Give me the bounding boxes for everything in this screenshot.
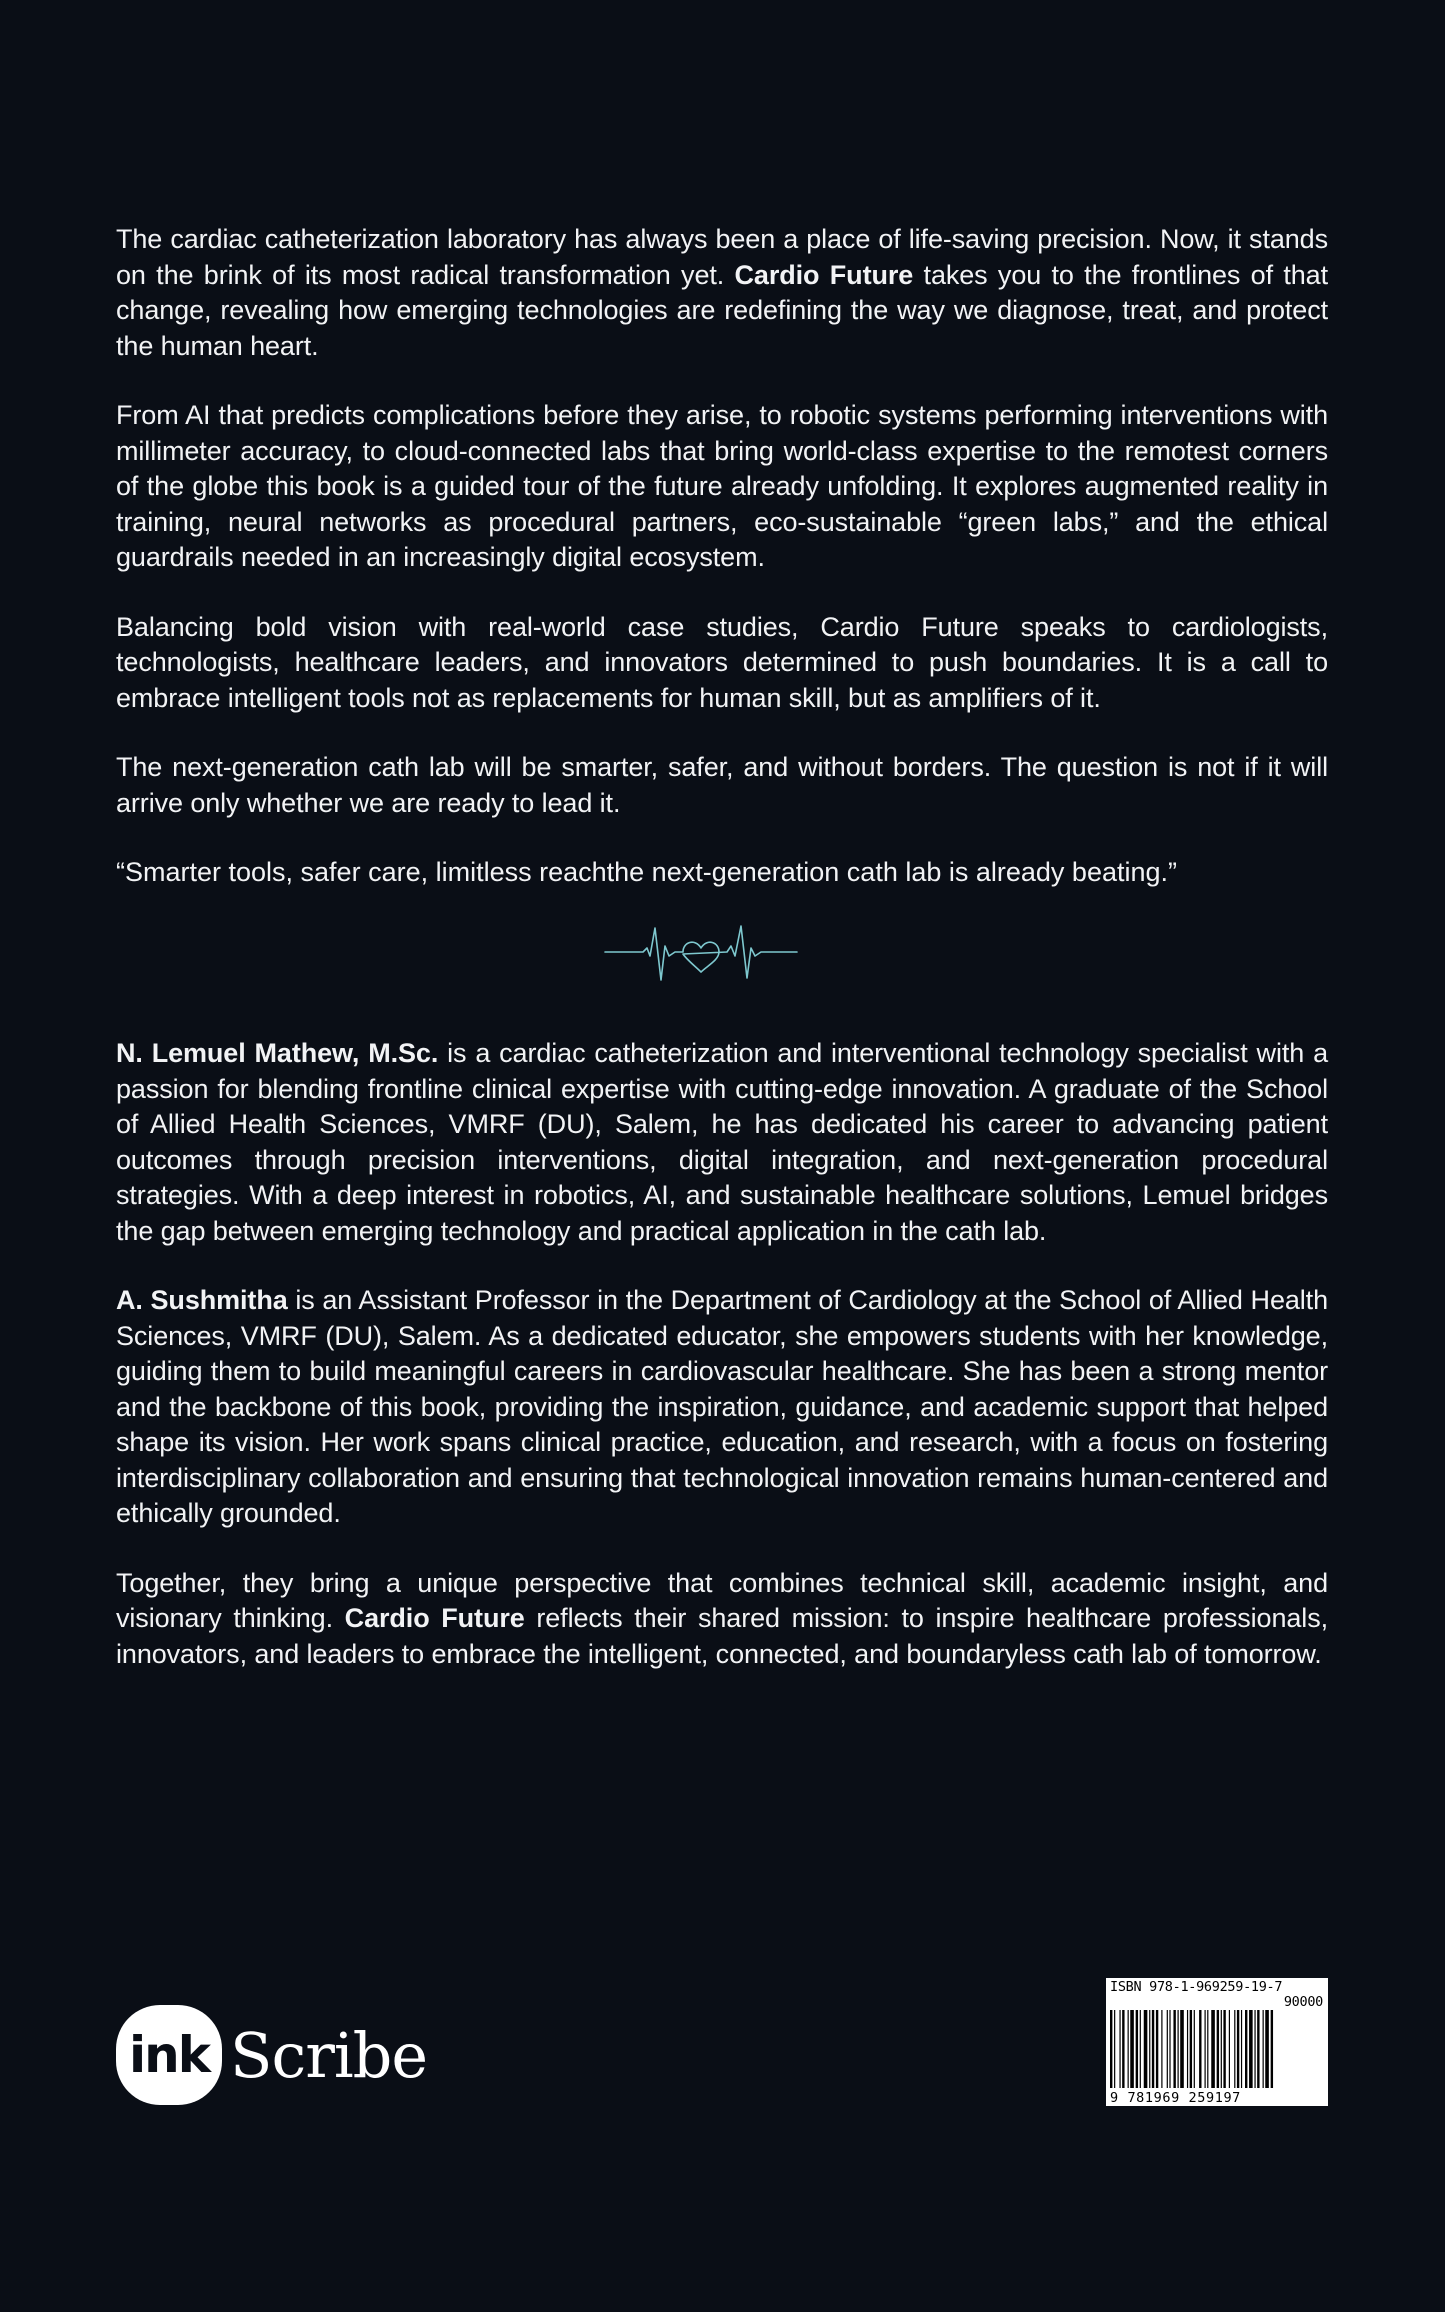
price-code: 90000 (1283, 1994, 1323, 2010)
p1-text-end: takes you to the frontlines of that change, revealing how emerging technologies are redefining the way we diagnose, treat, and protect the human heart. (116, 259, 1328, 361)
barcode-bar (1114, 2010, 1115, 2088)
barcode-bar (1265, 2010, 1269, 2088)
barcode-bar (1211, 2010, 1215, 2088)
barcode-bar (1187, 2010, 1188, 2088)
author-bio-1 (116, 1036, 1328, 1249)
barcode-bar (1180, 2010, 1184, 2088)
barcode-bar (1119, 2010, 1120, 2088)
barcode-bar (1190, 2010, 1192, 2088)
isbn-barcode (1106, 1978, 1328, 2106)
barcode-bar (1110, 2010, 1112, 2088)
barcode-bar (1245, 2010, 1247, 2088)
barcode-bar (1199, 2010, 1201, 2088)
barcode-bar (1173, 2010, 1175, 2088)
description-paragraph-3: Balancing bold vision with real-world case studies, Cardio Future speaks to cardiologists, technologists, healthcare leaders, and innovators determined to push boundaries. It is a call to embrace intelligent tools not as replacements for human skill, but as amplifiers of it. (116, 611, 1328, 713)
publisher-name: Scribe (230, 2018, 428, 2092)
barcode-bar (1263, 2010, 1264, 2088)
barcode-bar (1178, 2010, 1179, 2088)
barcode-bar (1156, 2010, 1158, 2088)
tagline-quote: “Smarter tools, safer care, limitless reachthe next-generation cath lab is already beating.” (116, 857, 1178, 887)
barcode-bar (1241, 2010, 1242, 2088)
barcode-bar (1140, 2010, 1141, 2088)
barcode-bar (1223, 2010, 1225, 2088)
author-bio-2 (116, 1283, 1328, 1532)
barcode-bars (1108, 2010, 1326, 2090)
together-paragraph (116, 1566, 1328, 1673)
publisher-logo (116, 2003, 446, 2107)
barcode-bar (1167, 2010, 1168, 2088)
barcode-bar (1207, 2010, 1208, 2088)
barcode-bar (1249, 2010, 1253, 2088)
barcode-bar (1257, 2010, 1259, 2088)
barcode-bar (1237, 2010, 1239, 2088)
barcode-bar (1149, 2010, 1150, 2088)
authors-section (116, 1036, 1328, 1706)
together-book-title: Cardio Future (344, 1603, 525, 1633)
p1-text-start: The cardiac catheterization laboratory has always been a place of life-saving precision. Now, it stands on the brink of its most radical transformation yet. (116, 224, 1328, 290)
barcode-bar (1161, 2010, 1162, 2088)
description-paragraph-4: The next-generation cath lab will be smarter, safer, and without borders. The question is not if it will arrive only whether we are ready to lead it. (116, 752, 1328, 818)
heartbeat-line (605, 926, 797, 980)
barcode-bar (1254, 2010, 1255, 2088)
barcode-bar (1217, 2010, 1219, 2088)
barcode-bar (1122, 2010, 1124, 2088)
barcode-bar (1229, 2010, 1230, 2088)
barcode-bar (1136, 2010, 1138, 2088)
barcode-bar (1169, 2010, 1170, 2088)
barcode-bar (1130, 2010, 1134, 2088)
barcode-bar (1194, 2010, 1195, 2088)
author-bio-2-text: is an Assistant Professor in the Department of Cardiology at the School of Allied Health Sciences, VMRF (DU), Salem. As a dedicated educator, she empowers students with her knowledge, guiding them to build meaningful careers in cardiovascular healthcare. She has been a strong mentor and the backbone of this book, providing the inspiration, guidance, and academic support that helped shape its vision. Her work spans clinical practice, education, and research, with a focus on fostering interdisciplinary collaboration and ensuring that technological innovation remains human-centered and ethically grounded. (116, 1285, 1328, 1528)
author-name-1: N. Lemuel Mathew, M.Sc. (116, 1038, 439, 1068)
barcode-bar (1205, 2010, 1206, 2088)
description-paragraph-1 (116, 222, 1328, 364)
author-name-2: A. Sushmitha (116, 1285, 288, 1315)
isbn-label: ISBN 978-1-969259-19-7 (1110, 1979, 1283, 1995)
isbn-digits: 9 781969 259197 (1110, 2090, 1241, 2106)
description-section (116, 222, 1328, 891)
heartbeat-heart-icon (603, 920, 799, 990)
barcode-bar (1234, 2010, 1235, 2088)
description-paragraph-2: From AI that predicts complications before they arise, to robotic systems performing interventions with millimeter accuracy, to cloud-connected labs that bring world-class expertise to the remotest corners of the globe this book is a guided tour of the future already unfolding. It explores augmented reality in training, neural networks as procedural partners, eco-sustainable “green labs,” and the ethical guardrails needed in an increasingly digital ecosystem. (116, 400, 1328, 572)
together-text-end: reflects their shared mission: to inspire healthcare professionals, innovators, and leaders to embrace the intelligent, connected, and boundaryless cath lab of tomorrow. (116, 1603, 1329, 1669)
book-title-bold: Cardio Future (734, 259, 914, 290)
barcode-bar (1271, 2010, 1273, 2088)
barcode-bar (1221, 2010, 1222, 2088)
barcode-bar (1128, 2010, 1129, 2088)
ink-badge: ink (116, 2005, 222, 2105)
author-bio-1-text: is a cardiac catheterization and interventional technology specialist with a passion for blending frontline clinical expertise with cutting-edge innovation. A graduate of the School of Allied Health Sciences, VMRF (DU), Salem, he has dedicated his career to advancing patient outcomes through precision interventions, digital integration, and next-generation procedural strategies. With a deep interest in robotics, AI, and sustainable healthcare solutions, Lemuel bridges the gap between emerging technology and practical application in the cath lab. (116, 1038, 1328, 1246)
barcode-bar (1152, 2010, 1154, 2088)
together-text-start: Together, they bring a unique perspective that combines technical skill, academic insight, and visionary thinking. (116, 1567, 1328, 1633)
barcode-bar (1144, 2010, 1148, 2088)
